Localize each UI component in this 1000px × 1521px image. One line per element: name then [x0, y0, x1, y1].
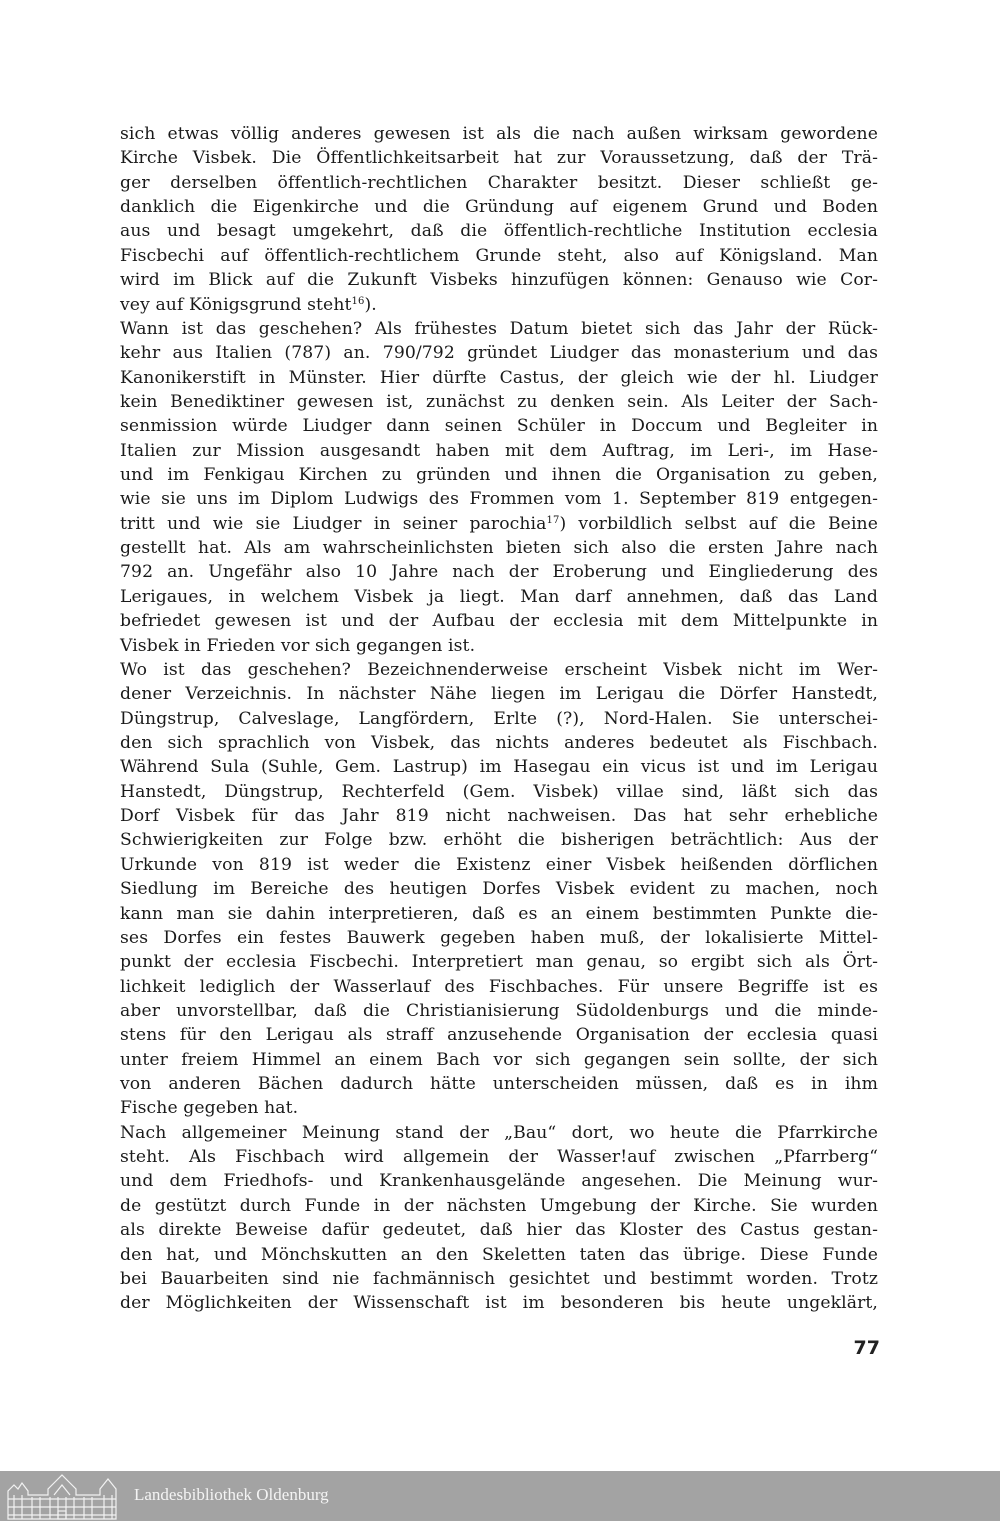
text-line [120, 804, 878, 828]
footer-bar [0, 1471, 1000, 1521]
text-line [120, 780, 878, 804]
line-text: wie sie uns im Diplom Ludwigs des Frommen vom 1. September 819 entgegen- [120, 489, 878, 510]
text-line [120, 195, 878, 219]
text-line [120, 1169, 878, 1193]
text-line [120, 390, 878, 414]
text-line [120, 487, 878, 511]
text-line [120, 926, 878, 950]
line-text: den hat, und Mönchskutten an den Skeletten taten das übrige. Diese Funde [120, 1244, 878, 1265]
text-line [120, 1072, 878, 1096]
line-text: sich etwas völlig anderes gewesen ist als die nach außen wirksam gewordene [120, 124, 878, 144]
text-line [120, 439, 878, 463]
line-text: gestellt hat. Als am wahrscheinlichsten bieten sich also die ersten Jahre nach [120, 538, 878, 559]
text-line [120, 414, 878, 438]
line-text: der Möglichkeiten der Wissenschaft ist im besonderen bis heute ungeklärt, [120, 1293, 878, 1314]
library-building-icon [4, 1471, 124, 1521]
text-line [120, 658, 878, 682]
text-line [120, 1218, 878, 1242]
line-text: und im Fenkigau Kirchen zu gründen und ihnen die Organisation zu geben, [120, 465, 878, 486]
text-line [120, 366, 878, 390]
line-text: kein Benediktiner gewesen ist, zunächst zu denken sein. Als Leiter der Sach- [120, 391, 878, 412]
text-line [120, 1023, 878, 1047]
line-text: Dorf Visbek für das Jahr 819 nicht nachweisen. Das hat sehr erhebliche [120, 806, 878, 827]
text-line [120, 463, 878, 487]
text-line [120, 219, 878, 243]
text-line [120, 1048, 878, 1072]
text-line [120, 975, 878, 999]
text-line [120, 950, 878, 974]
page-number: 77 [853, 1337, 880, 1359]
line-text: lichkeit lediglich der Wasserlauf des Fischbaches. Für unsere Begriffe ist es [120, 976, 878, 997]
text-line [120, 1121, 878, 1145]
line-text: Während Sula (Suhle, Gem. Lastrup) im Hasegau ein vicus ist und im Lerigau [120, 757, 878, 778]
text-line [120, 1145, 878, 1169]
line-text: bei Bauarbeiten sind nie fachmännisch gesichtet und bestimmt worden. Trotz [120, 1268, 878, 1289]
line-text: senmission würde Liudger dann seinen Schüler in Doccum und Begleiter in [120, 416, 878, 437]
line-text: Düngstrup, Calveslage, Langfördern, Erlte (?), Nord-Halen. Sie unterschei- [120, 708, 878, 729]
line-text: Wo ist das geschehen? Bezeichnenderweise erscheint Visbek nicht im Wer- [120, 659, 878, 680]
line-text: Visbek in Frieden vor sich gegangen ist. [120, 635, 476, 656]
line-text: danklich die Eigenkirche und die Gründung auf eigenem Grund und Boden [120, 197, 878, 218]
line-text: Hanstedt, Düngstrup, Rechterfeld (Gem. Visbek) villae sind, läßt sich das [120, 781, 878, 802]
line-text: befriedet gewesen ist und der Aufbau der ecclesia mit dem Mittelpunkte in [120, 611, 878, 632]
text-line [120, 731, 878, 755]
line-text: kann man sie dahin interpretieren, daß es an einem bestimmten Punkte die- [120, 903, 878, 924]
line-text: tritt und wie sie Liudger in seiner parochia [120, 513, 547, 534]
line-text: Fische gegeben hat. [120, 1098, 299, 1119]
text-line [120, 122, 878, 146]
text-line [120, 512, 878, 536]
line-text-continuation: ) vorbildlich selbst auf die Beine [559, 513, 878, 534]
line-text: ger derselben öffentlich-rechtlichen Charakter besitzt. Dieser schließt ge- [120, 172, 878, 193]
line-text: Urkunde von 819 ist weder die Existenz einer Visbek heißenden dörflichen [120, 854, 878, 875]
line-text: stens für den Lerigau als straff anzusehende Organisation der ecclesia quasi [120, 1025, 878, 1046]
line-text: dener Verzeichnis. In nächster Nähe liegen im Lerigau die Dörfer Hanstedt, [120, 684, 878, 705]
line-text: vey auf Königsgrund steht [120, 294, 352, 315]
line-text: aus und besagt umgekehrt, daß die öffentlich-rechtliche Institution ecclesia [120, 221, 878, 242]
text-line [120, 268, 878, 292]
line-text: wird im Blick auf die Zukunft Visbeks hinzufügen können: Genauso wie Cor- [120, 270, 878, 291]
text-line [120, 1291, 878, 1315]
line-text: Fiscbechi auf öffentlich-rechtlichem Grunde steht, also auf Königsland. Man [120, 245, 878, 266]
line-text: Kanonikerstift in Münster. Hier dürfte Castus, der gleich wie der hl. Liudger [120, 367, 878, 388]
text-line [120, 1194, 878, 1218]
text-line [120, 609, 878, 633]
line-text: 792 an. Ungefähr also 10 Jahre nach der Eroberung und Eingliederung des [120, 562, 878, 583]
line-text: ses Dorfes ein festes Bauwerk gegeben haben muß, der lokalisierte Mittel- [120, 927, 878, 948]
text-line [120, 828, 878, 852]
line-text: unter freiem Himmel an einem Bach vor sich gegangen sein sollte, der sich [120, 1049, 878, 1070]
line-text: Italien zur Mission ausgesandt haben mit dem Auftrag, im Leri-, im Hase- [120, 440, 878, 461]
text-line [120, 560, 878, 584]
line-text: de gestützt durch Funde in der nächsten Umgebung der Kirche. Sie wurden [120, 1195, 878, 1216]
line-text: Schwierigkeiten zur Folge bzw. erhöht die bisherigen beträchtlich: Aus der [120, 830, 878, 851]
line-text: punkt der ecclesia Fiscbechi. Interpretiert man genau, so ergibt sich als Ört- [120, 952, 878, 973]
line-text-continuation: ). [364, 294, 377, 315]
text-line [120, 244, 878, 268]
text-line [120, 853, 878, 877]
line-text: den sich sprachlich von Visbek, das nichts anderes bedeutet als Fischbach. [120, 732, 878, 753]
text-line [120, 1243, 878, 1267]
line-text: aber unvorstellbar, daß die Christianisierung Südoldenburgs und die minde- [120, 1000, 878, 1021]
line-text: Kirche Visbek. Die Öffentlichkeitsarbeit hat zur Voraussetzung, daß der Trä- [120, 148, 878, 169]
line-text: Lerigaues, in welchem Visbek ja liegt. Man darf annehmen, daß das Land [120, 586, 878, 607]
line-text: Wann ist das geschehen? Als frühestes Datum bietet sich das Jahr der Rück- [120, 318, 878, 339]
text-line [120, 146, 878, 170]
text-line [120, 707, 878, 731]
text-line [120, 634, 878, 658]
line-text: und dem Friedhofs- und Krankenhausgelände angesehen. Die Meinung wur- [120, 1171, 878, 1192]
line-text: Siedlung im Bereiche des heutigen Dorfes Visbek evident zu machen, noch [120, 879, 878, 900]
text-line [120, 536, 878, 560]
text-line [120, 755, 878, 779]
text-line [120, 682, 878, 706]
text-line [120, 341, 878, 365]
text-line [120, 585, 878, 609]
text-line [120, 902, 878, 926]
footer-label: Landesbibliothek Oldenburg [134, 1485, 329, 1504]
text-line [120, 1096, 878, 1120]
document-body [120, 122, 878, 1316]
line-text: kehr aus Italien (787) an. 790/792 gründet Liudger das monasterium und das [120, 343, 878, 364]
line-text: Nach allgemeiner Meinung stand der „Bau“ dort, wo heute die Pfarrkirche [120, 1122, 878, 1143]
text-line [120, 877, 878, 901]
text-line [120, 999, 878, 1023]
line-text: als direkte Beweise dafür gedeutet, daß hier das Kloster des Castus gestan- [120, 1220, 878, 1241]
text-line [120, 317, 878, 341]
text-line [120, 171, 878, 195]
line-text: von anderen Bächen dadurch hätte unterscheiden müssen, daß es in ihm [120, 1074, 878, 1095]
text-line [120, 293, 878, 317]
footnote-reference: 16 [351, 295, 365, 307]
footnote-reference: 17 [546, 514, 560, 526]
text-line [120, 1267, 878, 1291]
line-text: steht. Als Fischbach wird allgemein der Wasser!auf zwischen „Pfarrberg“ [120, 1147, 878, 1168]
